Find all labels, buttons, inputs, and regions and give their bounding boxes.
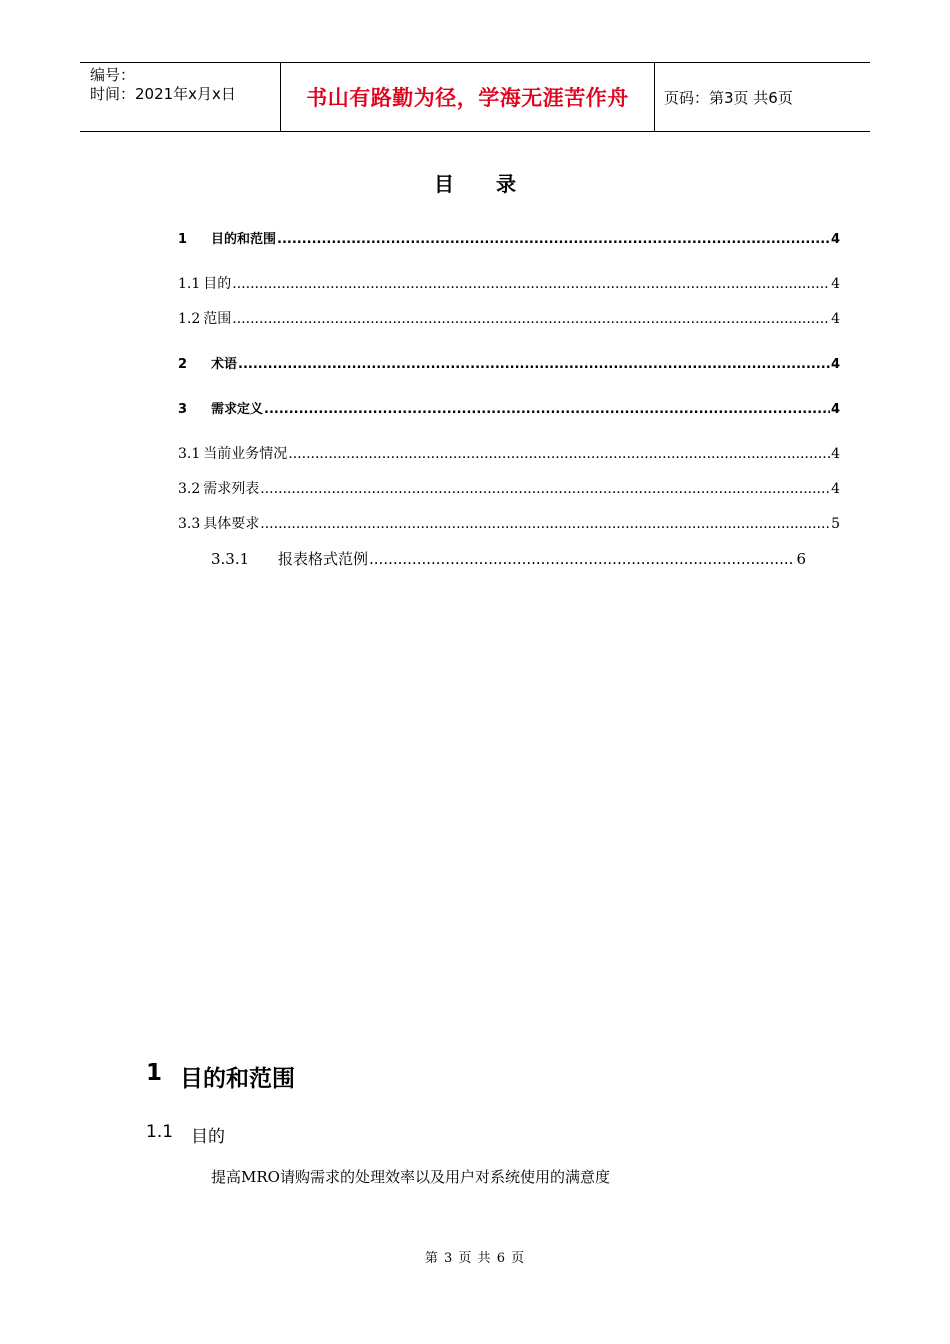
toc-entry[interactable] <box>178 308 840 353</box>
toc-entry[interactable] <box>178 443 840 478</box>
toc-entry-title: 目的和范围 <box>211 232 277 247</box>
toc-entry-title: 需求列表 <box>203 481 260 497</box>
toc-entry-number: 3 <box>178 402 188 417</box>
toc-entry-title: 具体要求 <box>203 516 260 532</box>
toc-entry-number: 3.3 <box>178 516 201 532</box>
toc-entry[interactable] <box>178 353 840 398</box>
toc-entry-page: 4 <box>831 481 840 497</box>
toc-entry-page: 4 <box>831 311 840 327</box>
section-heading-2 <box>146 1122 225 1147</box>
toc-entry-page: 4 <box>831 276 840 292</box>
toc-entry-number: 1 <box>178 232 188 247</box>
header-page-label: 页码：第3页 共6页 <box>664 88 793 107</box>
toc-entry-page: 4 <box>830 357 840 372</box>
subsection-title: 目的 <box>191 1127 225 1147</box>
toc-entry-number: 1.2 <box>178 311 201 327</box>
toc-entry-page: 4 <box>830 232 840 247</box>
page-header <box>80 62 870 132</box>
toc-leader-dots <box>232 276 830 292</box>
body-paragraph: 提高MRO请购需求的处理效率以及用户对系统使用的满意度 <box>211 1168 610 1186</box>
toc-entry[interactable] <box>178 478 840 513</box>
header-number-label: 编号： <box>90 66 136 84</box>
toc-leader-dots <box>277 232 830 247</box>
toc-entry-title: 当前业务情况 <box>203 446 288 462</box>
toc-entry-number: 1.1 <box>178 276 201 292</box>
page-footer: 第 3 页 共 6 页 <box>424 1251 526 1266</box>
toc-title: 目录 <box>434 172 558 196</box>
toc-entry-page: 5 <box>831 516 840 532</box>
toc-entry-number: 2 <box>178 357 188 372</box>
header-time-label: 时间：2021年x月x日 <box>90 85 236 103</box>
toc-leader-dots <box>369 550 795 568</box>
toc-entry-title: 需求定义 <box>211 402 264 417</box>
table-of-contents <box>178 228 840 583</box>
toc-leader-dots <box>288 446 830 462</box>
toc-entry-page: 4 <box>831 446 840 462</box>
toc-entry[interactable] <box>178 273 840 308</box>
subsection-number: 1.1 <box>146 1122 174 1142</box>
toc-entry-number: 3.1 <box>178 446 201 462</box>
toc-entry[interactable] <box>178 398 840 443</box>
toc-leader-dots <box>260 516 830 532</box>
toc-entry-number: 3.3.1 <box>211 550 250 568</box>
toc-entry-title: 术语 <box>211 357 238 372</box>
toc-entry[interactable] <box>178 513 840 548</box>
toc-entry-title: 范围 <box>203 311 232 327</box>
toc-leader-dots <box>232 311 830 327</box>
toc-entry-page: 6 <box>796 550 806 568</box>
header-motto-cell <box>281 63 655 131</box>
toc-entry-title: 目的 <box>203 276 232 292</box>
section-number: 1 <box>146 1060 163 1086</box>
toc-leader-dots <box>264 402 830 417</box>
section-heading-1 <box>146 1060 295 1093</box>
toc-entry[interactable] <box>178 548 806 583</box>
toc-leader-dots <box>260 481 830 497</box>
header-meta-cell <box>80 63 281 131</box>
toc-entry[interactable] <box>178 228 840 273</box>
header-page-cell <box>655 63 870 131</box>
section-title: 目的和范围 <box>180 1066 295 1092</box>
toc-leader-dots <box>238 357 830 372</box>
header-motto: 书山有路勤为径，学海无涯苦作舟 <box>306 86 629 110</box>
toc-entry-title: 报表格式范例 <box>278 550 369 568</box>
toc-entry-number: 3.2 <box>178 481 201 497</box>
toc-entry-page: 4 <box>830 402 840 417</box>
